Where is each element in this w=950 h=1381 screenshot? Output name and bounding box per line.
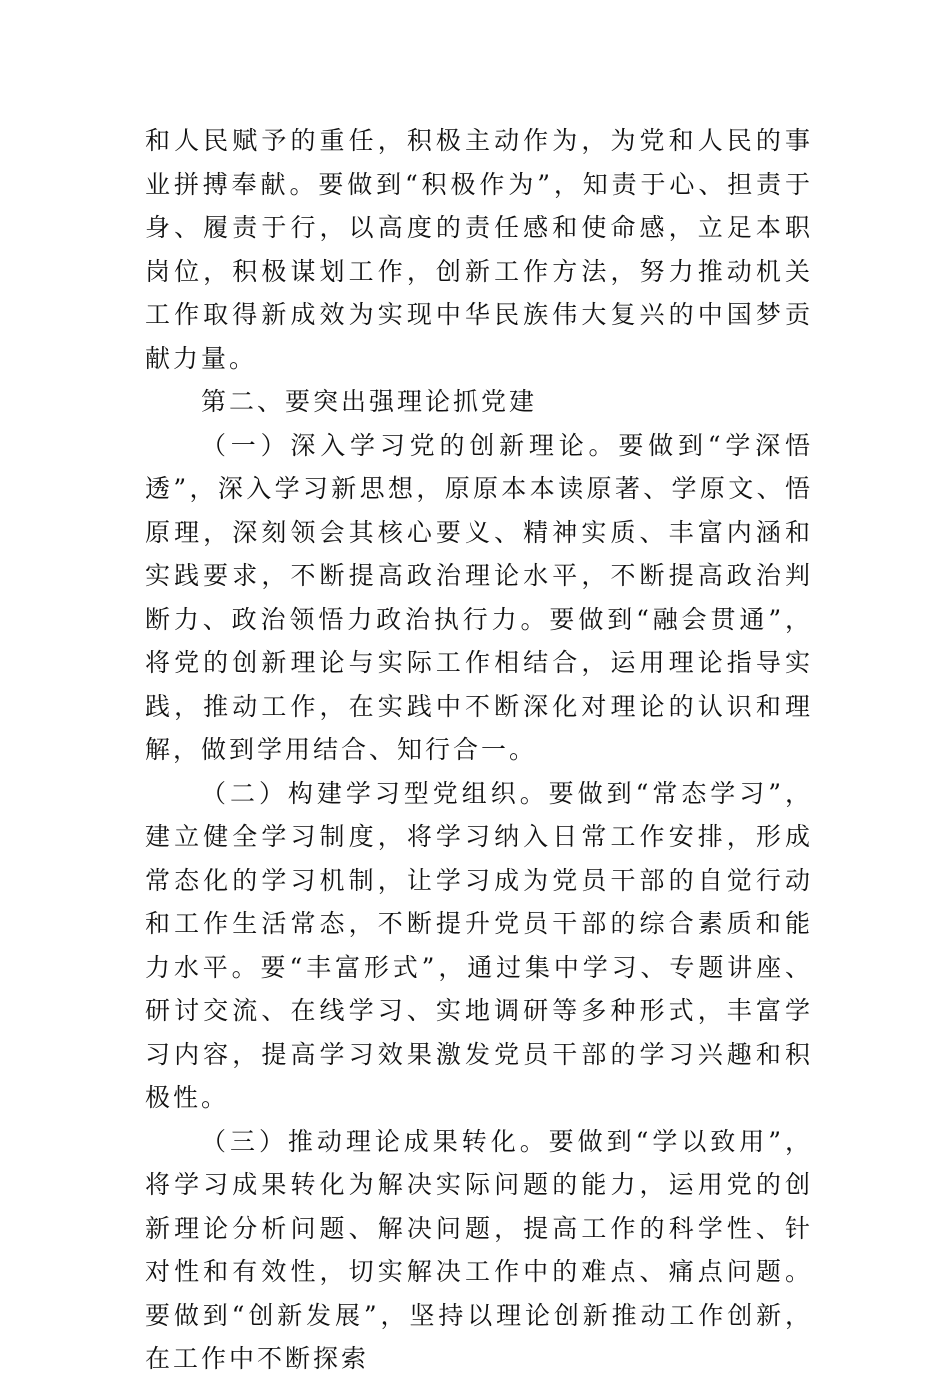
document-body <box>145 119 813 1381</box>
paragraph-study-theory: （一）深入学习党的创新理论。要做到“学深悟透”，深入学习新思想，原原本本读原著、学原文、悟原理，深刻领会其核心要义、精神实质、丰富内涵和实践要求，不断提高政治理论水平，不断提高政治判断力、政治领悟力政治执行力。要做到“融会贯通”，将党的创新理论与实际工作相结合，运用理论指导实践，推动工作，在实践中不断深化对理论的认识和理解，做到学用结合、知行合一。 <box>145 430 813 764</box>
paragraph-learning-organization: （二）构建学习型党组织。要做到“常态学习”，建立健全学习制度，将学习纳入日常工作安排，形成常态化的学习机制，让学习成为党员干部的自觉行动和工作生活常态，不断提升党员干部的综合素质和能力水平。要“丰富形式”，通过集中学习、专题讲座、研讨交流、在线学习、实地调研等多种形式，丰富学习内容，提高学习效果激发党员干部的学习兴趣和积极性。 <box>145 778 813 1112</box>
section-heading: 第二、要突出强理论抓党建 <box>201 387 538 416</box>
paragraph-theory-transformation: （三）推动理论成果转化。要做到“学以致用”，将学习成果转化为解决实际问题的能力，运用党的创新理论分析问题、解决问题，提高工作的科学性、针对性和有效性，切实解决工作中的难点、痛点问题。要做到“创新发展”，坚持以理论创新推动工作创新，在工作中不断探索 <box>145 1126 813 1373</box>
paragraph-continuation: 和人民赋予的重任，积极主动作为，为党和人民的事业拼搏奉献。要做到“积极作为”，知责于心、担责于身、履责于行，以高度的责任感和使命感，立足本职岗位，积极谋划工作，创新工作方法，努力推动机关工作取得新成效为实现中华民族伟大复兴的中国梦贡献力量。 <box>145 126 813 373</box>
